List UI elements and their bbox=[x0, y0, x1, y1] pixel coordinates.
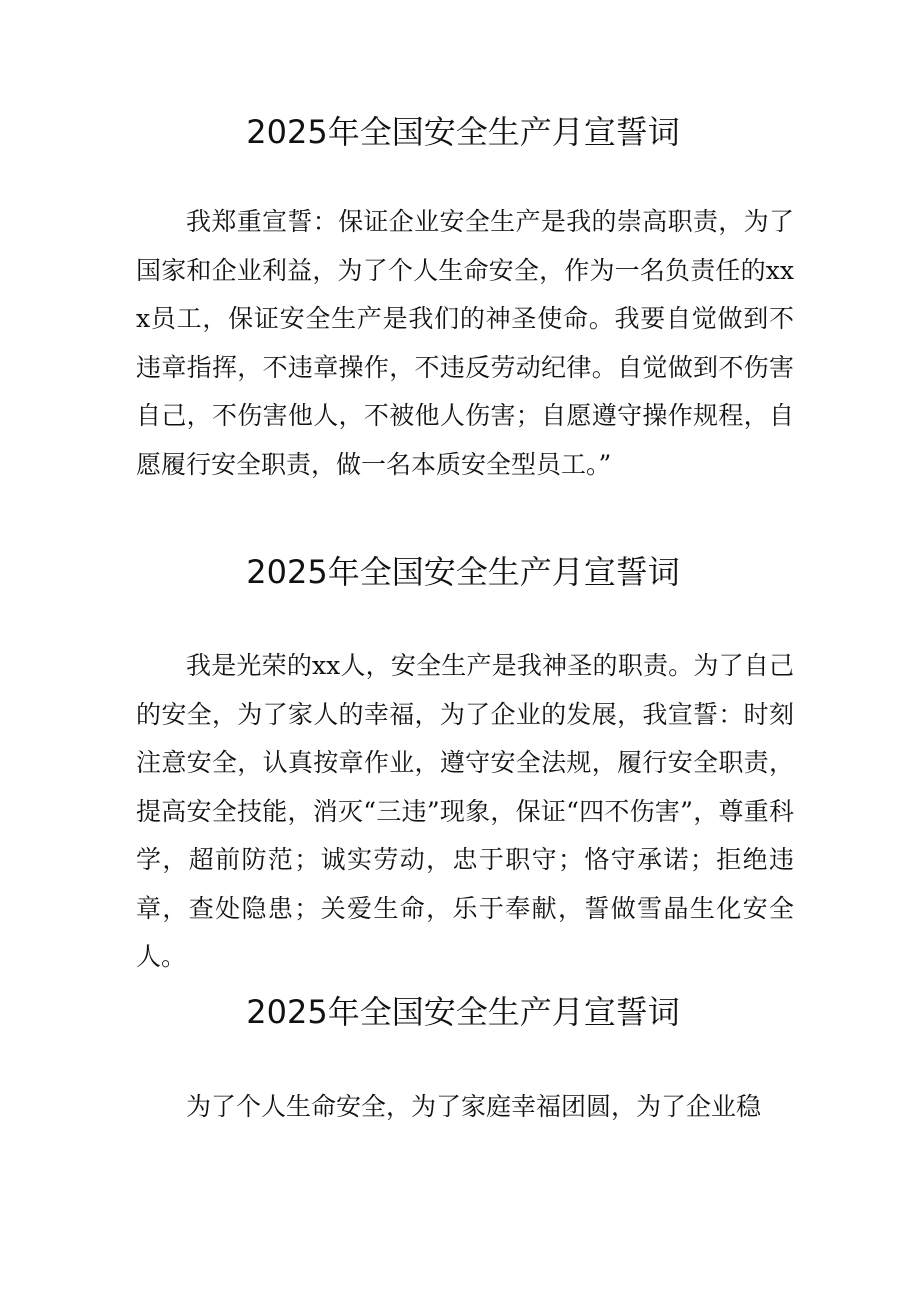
section-title-2: 2025年全国安全生产月宣誓词 bbox=[246, 553, 680, 591]
section-body-2: 我是光荣的xx人，安全生产是我神圣的职责。为了自己的安全，为了家人的幸福，为了企业的发展，我宣誓：时刻注意安全，认真按章作业，遵守安全法规，履行安全职责，提高安全技能，消灭“三违”现象，保证“四不伤害”，尊重科学，超前防范；诚实劳动，忠于职守；恪守承诺；拒绝违章，查处隐患；关爱生命，乐于奉献，誓做雪晶生化安全人。 bbox=[136, 651, 794, 971]
section-body-1: 我郑重宣誓：保证企业安全生产是我的崇高职责，为了国家和企业利益，为了个人生命安全，作为一名负责任的xxx员工，保证安全生产是我们的神圣使命。我要自觉做到不违章指挥，不违章操作，不违反劳动纪律。自觉做到不伤害自己，不伤害他人，不被他人伤害；自愿遵守操作规程，自愿履行安全职责，做一名本质安全型员工。” bbox=[136, 207, 794, 479]
section-body-3: 为了个人生命安全，为了家庭幸福团圆，为了企业稳 bbox=[186, 1092, 762, 1121]
section-title-1: 2025年全国安全生产月宣誓词 bbox=[246, 113, 680, 151]
section-title-3: 2025年全国安全生产月宣誓词 bbox=[246, 993, 680, 1031]
